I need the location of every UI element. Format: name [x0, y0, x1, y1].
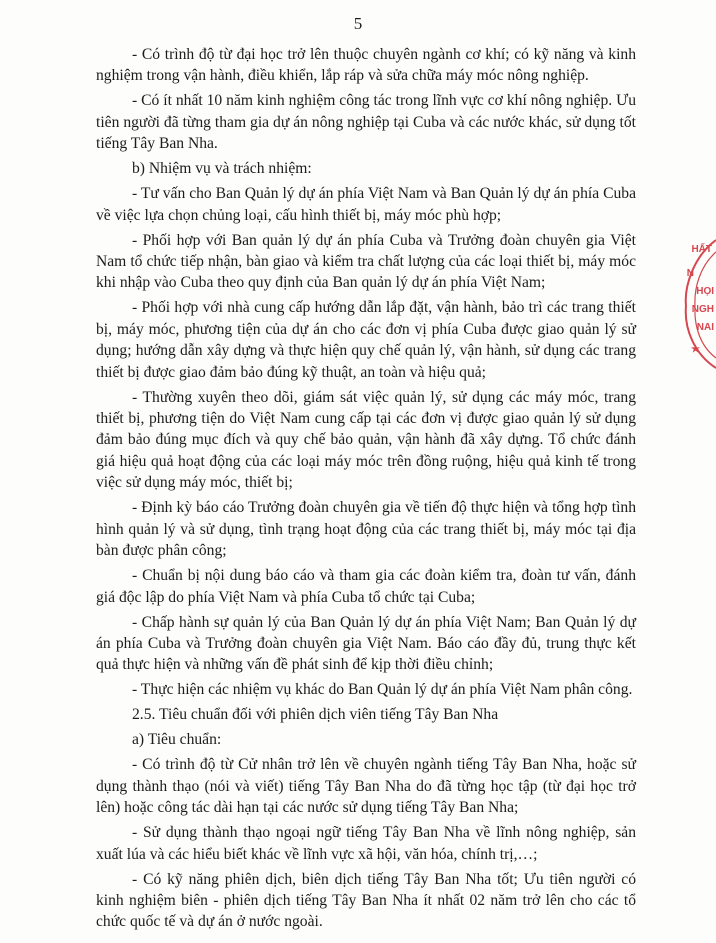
paragraph: - Có trình độ từ Cử nhân trở lên về chuyên ngành tiếng Tây Ban Nha, hoặc sử dụng thành thạo (nói và viết) tiếng Tây Ban Nha do đã từng học tập (từ đại học trở lên) hoặc công tác dài hạn tại các nước sử dụng tiếng Tây Ban Nha;: [96, 756, 636, 817]
paragraph: - Chuẩn bị nội dung báo cáo và tham gia các đoàn kiểm tra, đoàn tư vấn, đánh giá độc lập do phía Việt Nam và phía Cuba tổ chức tại Cuba;: [96, 567, 636, 606]
paragraph: - Tư vấn cho Ban Quản lý dự án phía Việt Nam và Ban Quản lý dự án phía Cuba về việc lựa chọn chủng loại, cấu hình thiết bị, máy móc phù hợp;: [96, 185, 636, 224]
seal-text: NGH: [691, 304, 714, 315]
seal-text: NAI: [696, 322, 714, 333]
paragraph: - Có kỹ năng phiên dịch, biên dịch tiếng Tây Ban Nha tốt; Ưu tiên người có kinh nghiệm biên - phiên dịch tiếng Tây Ban Nha ít nhất 02 năm trở lên cho các tổ chức quốc tế và dự án ở nước ngoài.: [96, 870, 636, 931]
red-seal-stamp: [676, 236, 716, 372]
page-number: 5: [353, 14, 363, 33]
seal-text: N: [686, 268, 694, 279]
paragraph: - Thực hiện các nhiệm vụ khác do Ban Quản lý dự án phía Việt Nam phân công.: [132, 681, 633, 699]
section-subheading: a) Tiêu chuẩn:: [132, 731, 222, 749]
paragraph: - Chấp hành sự quản lý của Ban Quản lý dự án phía Việt Nam; Ban Quản lý dự án phía Cuba và Trưởng đoàn chuyên gia Việt Nam. Báo cáo đầy đủ, trung thực kết quả thực hiện và những vấn đề phát sinh để kịp thời điều chỉnh;: [96, 613, 636, 674]
paragraph: - Có trình độ từ đại học trở lên thuộc chuyên ngành cơ khí; có kỹ năng và kinh nghiệm trong vận hành, điều khiển, lắp ráp và sửa chữa máy móc nông nghiệp.: [96, 46, 636, 85]
paragraph: - Phối hợp với nhà cung cấp hướng dẫn lắp đặt, vận hành, bảo trì các trang thiết bị, máy móc, phương tiện của dự án cho các đơn vị phía Cuba được giao quản lý sử dụng; hướng dẫn xây dựng và thực hiện quy chế quản lý, vận hành, sử dụng các trang thiết bị được giao đảm bảo đúng kỹ thuật, an toàn và hiệu quả;: [96, 299, 636, 381]
paragraph: - Định kỳ báo cáo Trưởng đoàn chuyên gia về tiến độ thực hiện và tổng hợp tình hình quản lý và sử dụng, tình trạng hoạt động của các trang thiết bị, máy móc tại địa bàn được phân công;: [96, 499, 636, 560]
paragraph: - Thường xuyên theo dõi, giám sát việc quản lý, sử dụng các máy móc, trang thiết bị, phương tiện do Việt Nam cung cấp tại các đơn vị được giao quản lý sử dụng đảm bảo đúng mục đích và quy chế bảo quản, vận hành đã xây dựng. Tổ chức đánh giá hiệu quả hoạt động của các loại máy móc trên đồng ruộng, hiệu quả kinh tế trong việc sử dụng máy móc, thiết bị;: [96, 388, 636, 492]
section-heading: 2.5. Tiêu chuẩn đối với phiên dịch viên tiếng Tây Ban Nha: [132, 706, 499, 724]
seal-star-icon: ★: [691, 344, 700, 355]
seal-text: HẤT: [691, 244, 712, 255]
document-body: [96, 44, 636, 936]
paragraph: - Có ít nhất 10 năm kinh nghiệm công tác trong lĩnh vực cơ khí nông nghiệp. Ưu tiên người đã từng tham gia dự án nông nghiệp tại Cuba và các nước khác, sử dụng tốt tiếng Tây Ban Nha.: [96, 92, 636, 153]
seal-text: HỌI: [696, 286, 714, 297]
paragraph: - Phối hợp với Ban quản lý dự án phía Cuba và Trưởng đoàn chuyên gia Việt Nam tổ chức tiếp nhận, bàn giao và kiểm tra chất lượng của các loại thiết bị, máy móc khi nhập vào Cuba theo quy định của Ban quản lý dự án phía Việt Nam;: [96, 231, 636, 292]
paragraph: - Sử dụng thành thạo ngoại ngữ tiếng Tây Ban Nha về lĩnh nông nghiệp, sản xuất lúa và các hiểu biết khác về lĩnh vực xã hội, văn hóa, chính trị,…;: [96, 824, 636, 863]
section-subheading: b) Nhiệm vụ và trách nhiệm:: [132, 160, 312, 178]
